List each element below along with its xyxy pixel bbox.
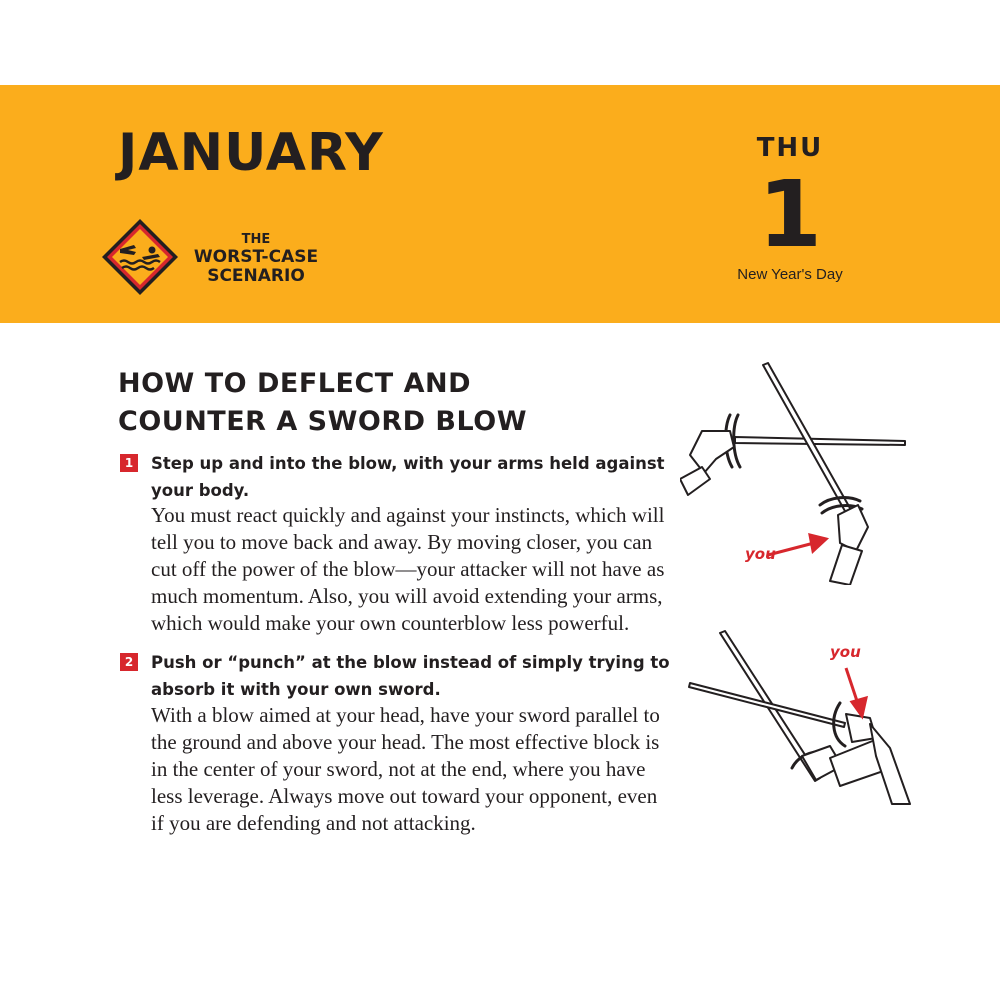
month-title: JANUARY — [118, 123, 384, 183]
step-body-line: if you are defending and not attacking. — [151, 811, 476, 835]
step-body-line: less leverage. Always move out toward your opponent, even — [151, 784, 658, 808]
step-number-badge: 2 — [120, 653, 138, 671]
step-title-line: your body. — [151, 481, 250, 500]
sword-illustration-1 — [680, 355, 920, 585]
worst-case-scenario-logo — [100, 217, 330, 297]
step-body-line: cut off the power of the blow—your attacker will not have as — [151, 557, 665, 581]
step-body-line: You must react quickly and against your instincts, which will — [151, 503, 665, 527]
logo-line-the: THE — [241, 232, 271, 247]
step-title — [151, 649, 691, 703]
swimmer-crocodile-warning-sign-icon — [100, 217, 180, 297]
header-banner — [0, 85, 1000, 323]
you-label-2: you — [830, 643, 861, 661]
article-title — [118, 365, 678, 441]
step-body-line: which would make your own counterblow less powerful. — [151, 611, 630, 635]
article-title-line: HOW TO DEFLECT AND — [118, 368, 471, 399]
step-title — [151, 450, 691, 504]
step-title-line: absorb it with your own sword. — [151, 680, 441, 699]
step-body-line: the ground and above your head. The most effective block is — [151, 730, 660, 754]
step-body — [151, 502, 731, 637]
logo-line-worst-case: WORST-CASE — [193, 247, 319, 267]
step-number-badge: 1 — [120, 454, 138, 472]
weekday-label: THU — [756, 133, 824, 163]
step-body-line: much momentum. Also, you will avoid extending your arms, — [151, 584, 663, 608]
you-label-1: you — [745, 545, 776, 563]
sword-illustration-2 — [680, 628, 920, 808]
step-body-line: in the center of your sword, not at the end, where you have — [151, 757, 646, 781]
step-body-line: With a blow aimed at your head, have your sword parallel to — [151, 703, 660, 727]
logo-wordmark — [182, 232, 330, 286]
step-body-line: tell you to move back and away. By moving closer, you can — [151, 530, 653, 554]
article-title-line: COUNTER A SWORD BLOW — [118, 406, 527, 437]
step-title-line: Push or “punch” at the blow instead of simply trying to — [151, 653, 670, 672]
step-body — [151, 702, 731, 837]
day-number: 1 — [757, 161, 822, 268]
holiday-label: New Year's Day — [737, 266, 843, 283]
step-title-line: Step up and into the blow, with your arms held against — [151, 454, 665, 473]
logo-line-scenario: SCENARIO — [207, 266, 305, 286]
